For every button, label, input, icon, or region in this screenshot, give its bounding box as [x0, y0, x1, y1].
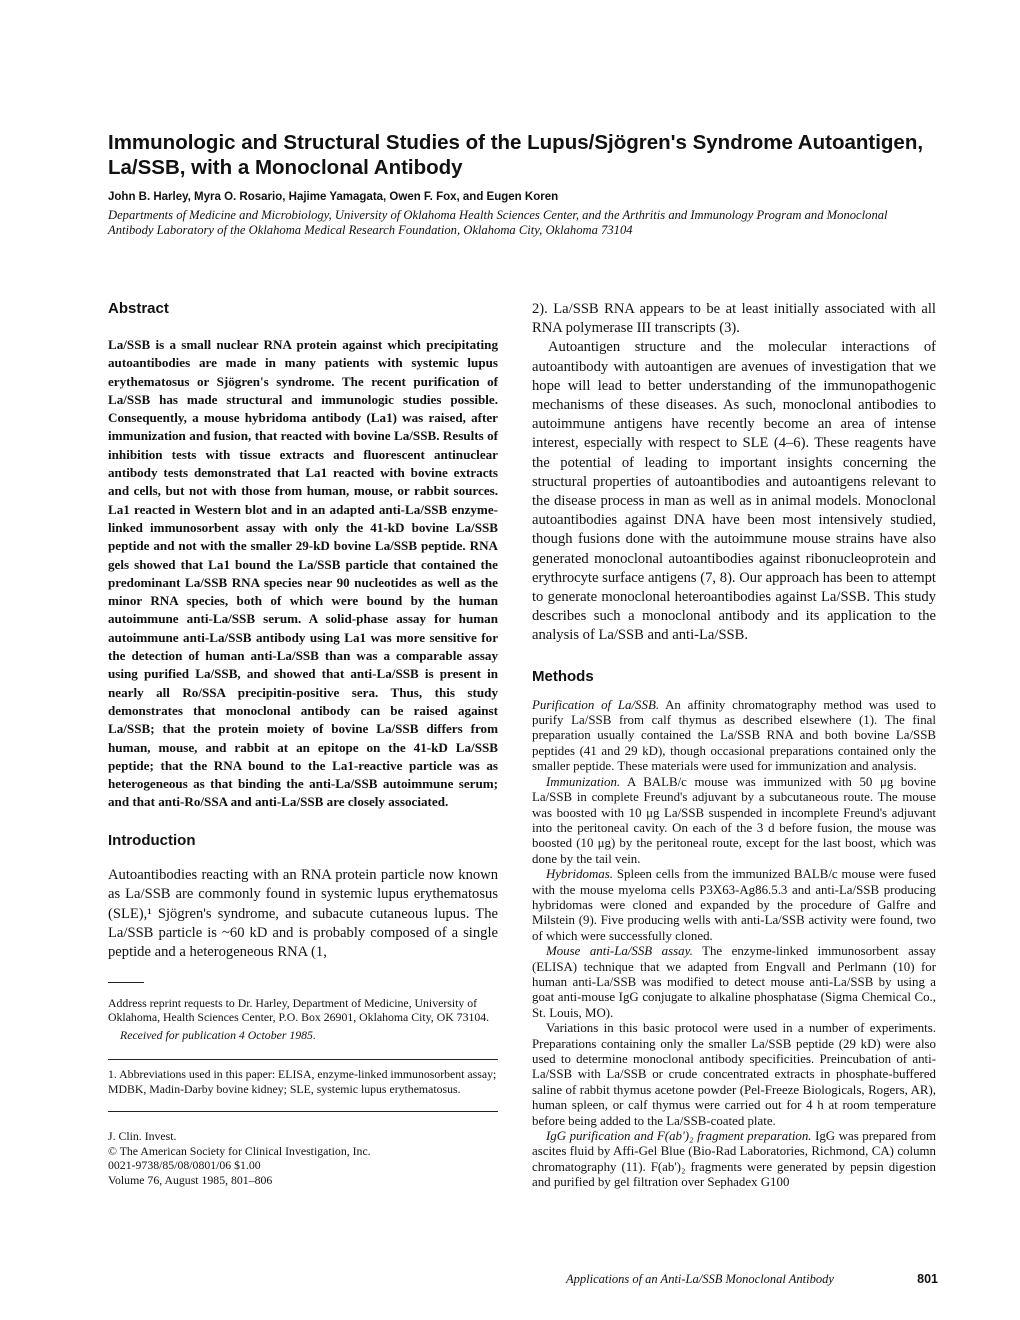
- abstract-heading: Abstract: [108, 300, 169, 317]
- running-title: Applications of an Anti-La/SSB Monoclonal Antibody: [566, 1272, 834, 1286]
- variations-text: Variations in this basic protocol were used in a number of experiments. Preparations containing only the smaller La/SSB peptide (29 kD) were also used to determine monoclonal antibody specificities. Preincubation of anti-La/SSB with La/SSB or crude concentrated extracts in phosphate-buffered saline of rabbit thymus acetone powder (Pel-Freeze Biologicals, Rogers, AR), human spleen, or calf thymus were carried out for 4 h at room temperature before being added to the La/SSB-coated plate.: [532, 1021, 936, 1128]
- copyright-line: © The American Society for Clinical Investigation, Inc.: [108, 1143, 371, 1158]
- abstract-text: La/SSB is a small nuclear RNA protein against which precipitating autoantibodies are made in many patients with systemic lupus erythematosus or Sjögren's syndrome. The recent purification of La/SSB has made structural and immunologic studies possible. Consequently, a mouse hybridoma antibody (La1) was raised, after immunization and fusion, that reacted with bovine La/SSB. Results of inhibition tests with tissue extracts and fluorescent antinuclear antibody tests demonstrated that La1 reacted with bovine extracts and cells, but not with those from human, mouse, or rabbit sources. La1 reacted in Western blot and in an adapted anti-La/SSB enzyme-linked immunosorbent assay with only the 41-kD bovine La/SSB peptide and not with the smaller 29-kD bovine La/SSB peptide. RNA gels showed that La1 bound the La/SSB particle that contained the predominant La/SSB RNA species near 90 nucleotides as well as the minor RNA species, both of which were bound by the human autoimmune anti-La/SSB serum. A solid-phase assay for human autoimmune anti-La/SSB antibody using La1 was more sensitive for the detection of human anti-La/SSB than was a comparable assay using purified La/SSB, and showed that anti-La/SSB is present in nearly all Ro/SSA precipitin-positive sera. Thus, this study demonstrates that monoclonal antibody can be raised against La/SSB; that the protein moiety of bovine La/SSB differs from human, mouse, and rabbit at an epitope on the 41-kD La/SSB peptide; that the RNA bound to the La1-reactive particle was as heterogeneous as that binding the anti-La/SSB autoimmune serum; and that anti-Ro/SSA and anti-La/SSB are closely associated.: [108, 337, 498, 810]
- methods-igg: [532, 1129, 936, 1191]
- introduction-text: Autoantibodies reacting with an RNA protein particle now known as La/SSB are commonly found in systemic lupus erythematosus (SLE),¹ Sjögren's syndrome, and subacute cutaneous lupus. The La/SSB particle is ~60 kD and is probably composed of a single peptide and a heterogeneous RNA (1,: [108, 866, 498, 961]
- methods-immunization: [532, 775, 936, 867]
- methods-purification: [532, 698, 936, 775]
- purification-text: An affinity chromatography method was used to purify La/SSB from calf thymus as described elsewhere (1). The final preparation usually contained the La/SSB RNA and both bovine La/SSB peptides (41 and 29 kD), though occasional preparations contained only the smaller peptide. These materials were used for immunization and analysis.: [532, 697, 936, 774]
- citation-divider: [108, 1111, 498, 1112]
- igg-subheading: IgG purification and F(ab')₂ fragment preparation.: [546, 1129, 812, 1144]
- immunization-subheading: Immunization.: [546, 774, 621, 789]
- page-number: 801: [917, 1272, 938, 1286]
- purification-subheading: Purification of La/SSB.: [532, 697, 660, 712]
- hybridomas-text: Spleen cells from the immunized BALB/c mouse were fused with the mouse myeloma cells P3X63-Ag86.5.3 and anti-La/SSB producing hybridomas were cloned and expanded by the procedure of Galfre and Milstein (9). Five producing wells with anti-La/SSB activity were found, two of which were successfully cloned.: [532, 867, 936, 943]
- introduction-paragraph-2: Autoantigen structure and the molecular interactions of autoantibody with autoantigen are avenues of investigation that we hope will lead to better understanding of the immunopathogenic mechanisms of these diseases. As such, monoclonal antibodies to autoimmune antigens have recently become an area of intense interest, especially with respect to SLE (4–6). These reagents have the potential of leading to important insights concerning the structural properties of autoantibodies and autoantigens relevant to the disease process in man as well as in animal models. Monoclonal autoantibodies against DNA have been most intensively studied, though fusions done with the autoimmune mouse strains have also generated monoclonal autoantibodies against ribonucleoprotein and erythrocyte surface antigens (7, 8). Our approach has been to attempt to generate monoclonal heteroantibodies against La/SSB. This study describes such a monoclonal antibody and its application to the analysis of La/SSB and anti-La/SSB.: [532, 339, 936, 644]
- abbreviations-footnote: 1. Abbreviations used in this paper: ELISA, enzyme-linked immunosorbent assay; MDBK, Madin-Darby bovine kidney; SLE, systemic lupus erythematosus.: [108, 1067, 497, 1096]
- immunization-text: A BALB/c mouse was immunized with 50 μg bovine La/SSB in complete Freund's adjuvant by a subcutaneous route. The mouse was boosted with 10 μg La/SSB suspended in incomplete Freund's adjuvant into the peritoneal cavity. On each of the 3 d before fusion, the mouse was boosted (10 μg) by the peritoneal route, except for the last boost, which was done by the tail vein.: [532, 774, 936, 866]
- volume-info: Volume 76, August 1985, 801–806: [108, 1172, 273, 1187]
- methods-assay: [532, 944, 936, 1021]
- left-column: [108, 300, 498, 1187]
- paper-title: Immunologic and Structural Studies of the Lupus/Sjögren's Syndrome Autoantigen, La/SSB, with a Monoclonal Antibody: [108, 131, 924, 179]
- introduction-heading: Introduction: [108, 831, 196, 849]
- assay-subheading: Mouse anti-La/SSB assay.: [546, 944, 693, 959]
- author-list: John B. Harley, Myra O. Rosario, Hajime Yamagata, Owen F. Fox, and Eugen Koren: [108, 191, 559, 203]
- hybridomas-subheading: Hybridomas.: [546, 867, 613, 882]
- reprint-note: Address reprint requests to Dr. Harley, Department of Medicine, University of Oklahoma, Health Sciences Center, P.O. Box 26901, Oklahoma City, OK 73104.: [108, 995, 490, 1025]
- methods-variations: [532, 1021, 936, 1129]
- introduction-continued: 2). La/SSB RNA appears to be at least initially associated with all RNA polymerase III transcripts (3).: [532, 301, 936, 337]
- affiliation: Departments of Medicine and Microbiology, University of Oklahoma Health Sciences Center, and the Arthritis and Immunology Program and Monoclonal Antibody Laboratory of the Oklahoma Medical Research Foundation, Oklahoma City, Oklahoma 73104: [108, 208, 888, 237]
- page-footer: [566, 1272, 938, 1287]
- methods-heading: Methods: [532, 667, 594, 685]
- article-code: 0021-9738/85/08/0801/06 $1.00: [108, 1158, 261, 1173]
- footnote-divider: [108, 1059, 498, 1060]
- igg-text: IgG was prepared from ascites fluid by Affi-Gel Blue (Bio-Rad Laboratories, Richmond, CA) column chromatography (11). F(ab')₂ fragments were generated by pepsin digestion and purified by gel filtration over Sephadex G100: [532, 1129, 936, 1190]
- right-column: [532, 300, 936, 1191]
- notes-divider: [108, 982, 144, 983]
- journal-name: J. Clin. Invest.: [108, 1129, 177, 1144]
- assay-text: The enzyme-linked immunosorbent assay (ELISA) technique that we adapted from Engvall and Perlmann (10) for human anti-La/SSB was modified to detect mouse anti-La/SSB by using a goat anti-mouse IgG conjugate to alkaline phosphatase (Sigma Chemical Co., St. Louis, MO).: [532, 944, 936, 1020]
- methods-body: [532, 698, 936, 1191]
- methods-hybridomas: [532, 867, 936, 944]
- citation-block: [108, 1129, 498, 1187]
- received-note: Received for publication 4 October 1985.: [120, 1027, 316, 1042]
